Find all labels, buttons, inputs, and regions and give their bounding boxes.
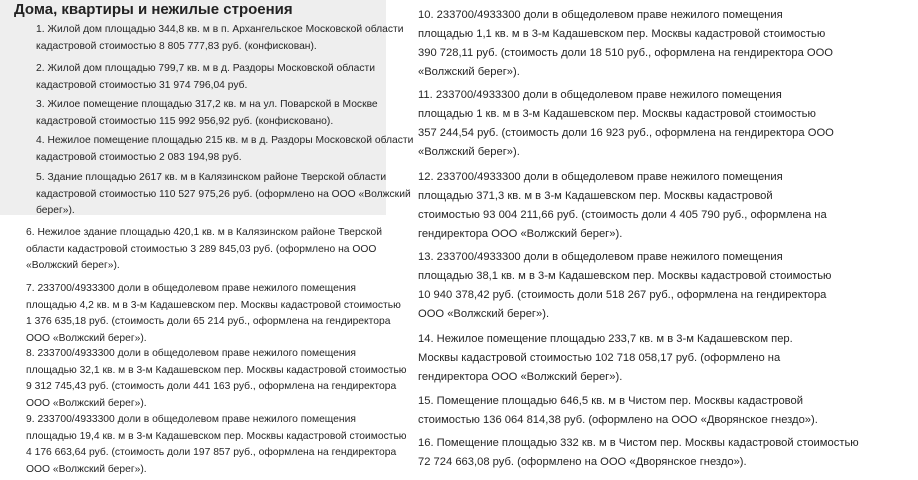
list-item-9 [26, 412, 407, 478]
item-line: «Волжский берег»). [26, 260, 120, 271]
item-line: 1 376 635,18 руб. (стоимость доли 65 214 руб., оформлена на гендиректора [26, 316, 391, 327]
list-item-6 [26, 225, 381, 275]
item-line: 10. 233700/4933300 доли в общедолевом праве нежилого помещения [418, 9, 783, 21]
list-item-10 [418, 6, 918, 82]
list-item-5 [36, 170, 411, 220]
item-line: ООО «Волжский берег»). [418, 308, 550, 320]
item-line: 10 940 378,42 руб. (стоимость доли 518 267 руб., оформлена на гендиректора [418, 289, 827, 301]
item-line: 13. 233700/4933300 доли в общедолевом праве нежилого помещения [418, 251, 783, 263]
item-line: кадастровой стоимостью 110 527 975,26 руб. (оформлено на ООО «Волжский [36, 188, 411, 200]
item-line: «Волжский берег»). [418, 66, 520, 78]
item-line: площадью 1,1 кв. м в 3-м Кадашевском пер. Москвы кадастровой стоимостью [418, 28, 826, 40]
item-line: 2. Жилой дом площадью 799,7 кв. м в д. Раздоры Московской области [36, 63, 375, 74]
item-line: берег»). [36, 205, 75, 216]
item-line: 5. Здание площадью 2617 кв. м в Калязинском районе Тверской области [36, 172, 387, 183]
item-line: 1. Жилой дом площадью 344,8 кв. м в п. Архангельское Московской области [36, 24, 404, 35]
list-item-7 [26, 281, 401, 347]
list-item-13 [418, 248, 918, 324]
list-item-11 [418, 86, 918, 162]
item-line: 72 724 663,08 руб. (оформлено на ООО «Дворянское гнездо»). [418, 456, 747, 468]
section-heading: Дома, квартиры и нежилые строения [14, 1, 293, 18]
item-line: 11. 233700/4933300 доли в общедолевом праве нежилого помещения [418, 89, 782, 101]
item-line: кадастровой стоимостью 8 805 777,83 руб. (конфискован). [36, 40, 317, 52]
item-line: 7. 233700/4933300 доли в общедолевом праве нежилого помещения [26, 283, 356, 294]
item-line: 390 728,11 руб. (стоимость доли 18 510 руб., оформлена на гендиректора ООО [418, 47, 834, 59]
item-line: кадастровой стоимостью 2 083 194,98 руб. [36, 151, 242, 163]
item-line: 357 244,54 руб. (стоимость доли 16 923 руб., оформлена на гендиректора ООО [418, 127, 834, 139]
item-line: стоимостью 136 064 814,38 руб. (оформлено на ООО «Дворянское гнездо»). [418, 414, 818, 426]
item-line: 3. Жилое помещение площадью 317,2 кв. м на ул. Поварской в Москве [36, 99, 378, 110]
item-line: ООО «Волжский берег»). [26, 332, 147, 344]
item-line: области кадастровой стоимостью 3 289 845,03 руб. (оформлено на ООО [26, 243, 377, 255]
list-item-15 [418, 392, 918, 430]
item-line: 12. 233700/4933300 доли в общедолевом праве нежилого помещения [418, 171, 783, 183]
item-line: гендиректора ООО «Волжский берег»). [418, 228, 623, 240]
item-line: 15. Помещение площадью 646,5 кв. м в Чистом пер. Москвы кадастровой [418, 395, 803, 407]
list-item-12 [418, 168, 918, 244]
item-line: площадью 19,4 кв. м в 3-м Кадашевском пер. Москвы кадастровой стоимостью [26, 430, 407, 442]
list-item-14 [418, 330, 918, 387]
item-line: 4 176 663,64 руб. (стоимость доли 197 857 руб., оформлена на гендиректора [26, 447, 397, 458]
list-item-16 [418, 434, 918, 472]
item-line: 8. 233700/4933300 доли в общедолевом праве нежилого помещения [26, 348, 356, 359]
item-line: 14. Нежилое помещение площадью 233,7 кв. м в 3-м Кадашевском пер. [418, 333, 793, 345]
left-column [0, 0, 414, 480]
item-line: 6. Нежилое здание площадью 420,1 кв. м в Калязинском районе Тверской [26, 227, 383, 238]
item-line: площадью 32,1 кв. м в 3-м Кадашевском пер. Москвы кадастровой стоимостью [26, 364, 407, 376]
item-line: 9 312 745,43 руб. (стоимость доли 441 163 руб., оформлена на гендиректора [26, 381, 397, 392]
item-line: кадастровой стоимостью 31 974 796,04 руб. [36, 79, 248, 91]
item-line: стоимостью 93 004 211,66 руб. (стоимость доли 4 405 790 руб., оформлена на [418, 209, 827, 221]
item-line: «Волжский берег»). [418, 146, 520, 158]
item-line: кадастровой стоимостью 115 992 956,92 руб. (конфисковано). [36, 115, 334, 127]
list-item-8 [26, 346, 407, 412]
item-line: 4. Нежилое помещение площадью 215 кв. м в д. Раздоры Московской области [36, 135, 414, 146]
item-line: 16. Помещение площадью 332 кв. м в Чистом пер. Москвы кадастровой стоимостью [418, 437, 859, 449]
item-line: ООО «Волжский берег»). [26, 463, 147, 475]
item-line: гендиректора ООО «Волжский берег»). [418, 371, 623, 383]
item-line: 9. 233700/4933300 доли в общедолевом праве нежилого помещения [26, 414, 356, 425]
item-line: площадью 4,2 кв. м в 3-м Кадашевском пер. Москвы кадастровой стоимостью [26, 299, 401, 311]
item-line: ООО «Волжский берег»). [26, 397, 147, 409]
item-line: Москвы кадастровой стоимостью 102 718 058,17 руб. (оформлено на [418, 352, 781, 364]
list-item-3 [36, 97, 381, 130]
item-line: площадью 371,3 кв. м в 3-м Кадашевском пер. Москвы кадастровой [418, 190, 773, 202]
item-line: площадью 1 кв. м в 3-м Кадашевском пер. Москвы кадастровой стоимостью [418, 108, 816, 120]
item-line: площадью 38,1 кв. м в 3-м Кадашевском пер. Москвы кадастровой стоимостью [418, 270, 832, 282]
list-item-1 [36, 22, 404, 55]
list-item-4 [36, 133, 414, 166]
right-column [400, 0, 859, 480]
list-item-2 [36, 61, 381, 94]
